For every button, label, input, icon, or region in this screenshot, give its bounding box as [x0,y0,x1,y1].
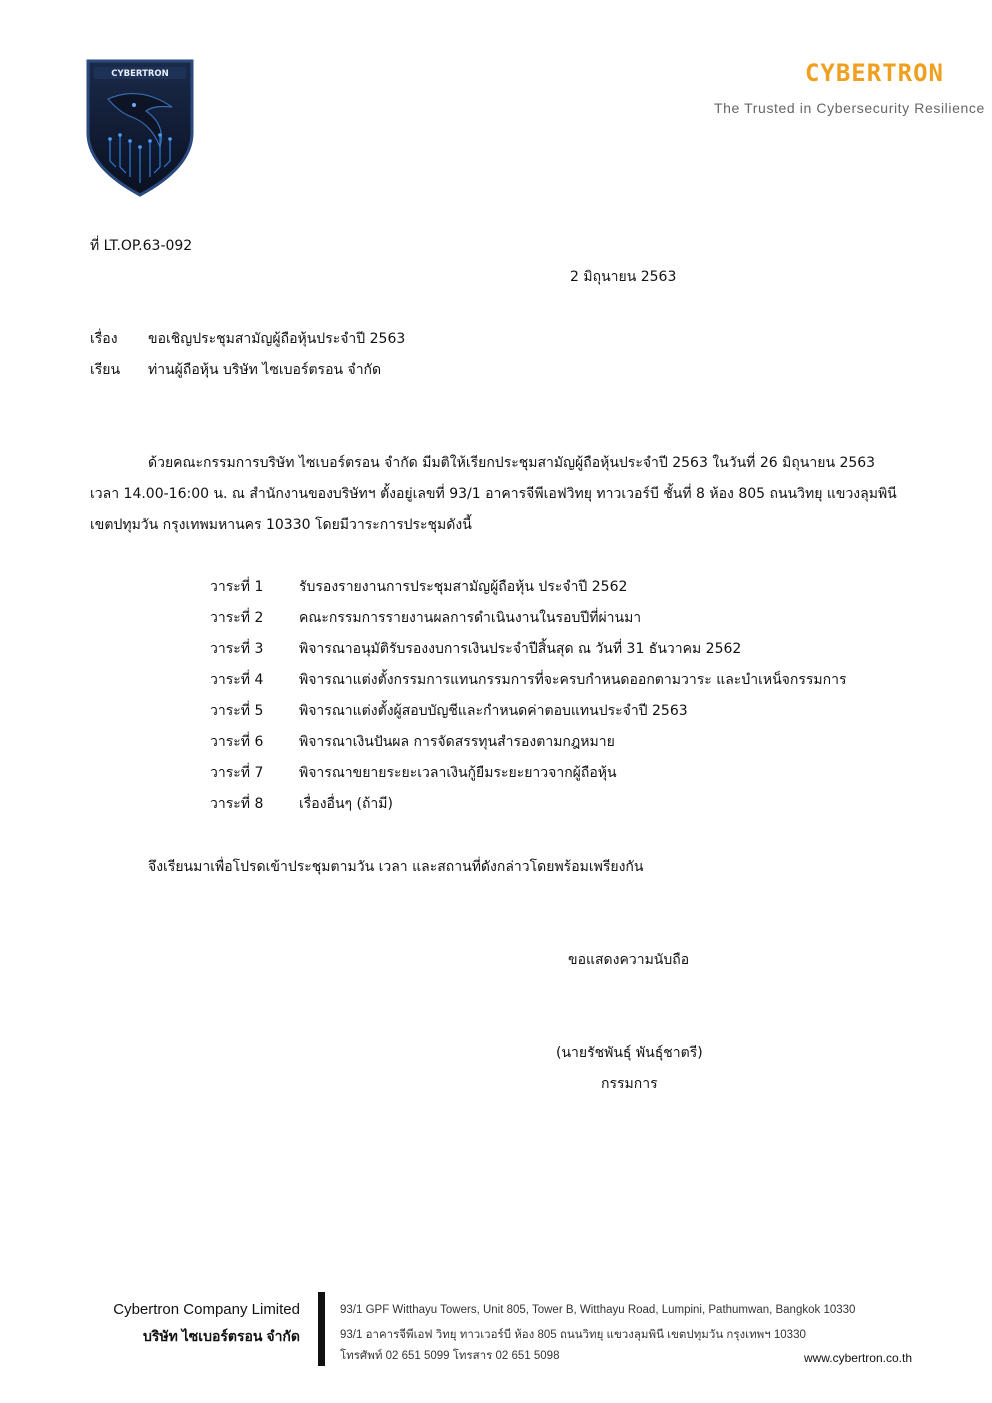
footer-website: www.cybertron.co.th [803,1351,912,1365]
agenda-number: วาระที่ 4 [210,672,264,688]
agenda-number: วาระที่ 3 [210,641,264,657]
recipient-text: ท่านผู้ถือหุ้น บริษัท ไซเบอร์ตรอน จำกัด [148,362,382,378]
recipient-label: เรียน [90,362,121,378]
company-shield-logo [80,55,200,198]
agenda-number: วาระที่ 8 [210,796,264,812]
agenda-number: วาระที่ 5 [210,703,264,719]
closing-text: จึงเรียนมาเพื่อโปรดเข้าประชุมตามวัน เวลา และสถานที่ดังกล่าวโดยพร้อมเพรียงกัน [148,859,644,875]
subject-label: เรื่อง [90,331,118,347]
brand-wordmark: CYBERTRON [804,59,944,87]
agenda-item [210,791,910,822]
body-line-2: เวลา 14.00-16:00 น. ณ สำนักงานของบริษัทฯ ตั้งอยู่เลขที่ 93/1 อาคารจีพีเอฟวิทยุ ทาวเวอร์บี ชั้นที่ 8 ห้อง 805 ถนนวิทยุ แขวงลุมพินี [90,486,897,502]
agenda-number: วาระที่ 6 [210,734,264,750]
agenda-item [210,729,910,760]
footer-company-th: บริษัท ไซเบอร์ตรอน จำกัด [142,1328,300,1344]
agenda-text: พิจารณาเงินปันผล การจัดสรรทุนสำรองตามกฎหมาย [299,734,615,750]
agenda-list [210,574,910,822]
body-line-3: เขตปทุมวัน กรุงเทพมหานคร 10330 โดยมีวาระการประชุมดังนี้ [90,517,472,533]
footer-company-en: Cybertron Company Limited [113,1301,300,1318]
shield-logo-text: CYBERTRON [111,69,169,79]
agenda-item [210,574,910,605]
footer-company [113,1299,300,1347]
agenda-text: พิจารณาขยายระยะเวลาเงินกู้ยืมระยะยาวจากผู้ถือหุ้น [299,765,617,781]
agenda-item [210,605,910,636]
agenda-text: คณะกรรมการรายงานผลการดำเนินงานในรอบปีที่ผ่านมา [299,610,642,626]
agenda-item [210,760,910,791]
letter-date: 2 มิถุนายน 2563 [570,269,677,285]
agenda-item [210,667,910,698]
brand-tagline: The Trusted in Cybersecurity Resilience [714,100,985,116]
brand-header [714,58,985,116]
regards-text: ขอแสดงความนับถือ [568,952,690,968]
subject-text: ขอเชิญประชุมสามัญผู้ถือหุ้นประจำปี 2563 [148,331,406,347]
agenda-text: พิจารณาแต่งตั้งผู้สอบบัญชีและกำหนดค่าตอบแทนประจำปี 2563 [299,703,688,719]
agenda-text: พิจารณาแต่งตั้งกรรมการแทนกรรมการที่จะครบกำหนดออกตามวาระ และบำเหน็จกรรมการ [299,672,847,688]
signer-title: กรรมการ [601,1076,658,1092]
letter-reference: ที่ LT.OP.63-092 [90,238,193,254]
agenda-item [210,698,910,729]
footer-phone: โทรศัพท์ 02 651 5099 โทรสาร 02 651 5098 [340,1350,560,1362]
agenda-item [210,636,910,667]
agenda-text: เรื่องอื่นๆ (ถ้ามี) [299,796,393,812]
signer-name: (นายรัชพันธุ์ พันธุ์ชาตรี) [556,1045,703,1061]
agenda-text: พิจารณาอนุมัติรับรองงบการเงินประจำปีสิ้นสุด ณ วันที่ 31 ธันวาคม 2562 [299,641,742,657]
agenda-number: วาระที่ 1 [210,579,264,595]
footer-address-en: 93/1 GPF Witthayu Towers, Unit 805, Tower B, Witthayu Road, Lumpini, Pathumwan, Bangkok 10330 [340,1304,856,1316]
agenda-number: วาระที่ 2 [210,610,264,626]
agenda-number: วาระที่ 7 [210,765,264,781]
footer-divider [318,1292,325,1366]
footer-address-th: 93/1 อาคารจีพีเอฟ วิทยุ ทาวเวอร์บี ห้อง 805 ถนนวิทยุ แขวงลุมพินี เขตปทุมวัน กรุงเทพฯ 10330 [340,1329,806,1341]
body-line-1: ด้วยคณะกรรมการบริษัท ไซเบอร์ตรอน จำกัด มีมติให้เรียกประชุมสามัญผู้ถือหุ้นประจำปี 2563 ในวันที่ 26 มิถุนายน 2563 [148,455,876,471]
agenda-text: รับรองรายงานการประชุมสามัญผู้ถือหุ้น ประจำปี 2562 [299,579,628,595]
